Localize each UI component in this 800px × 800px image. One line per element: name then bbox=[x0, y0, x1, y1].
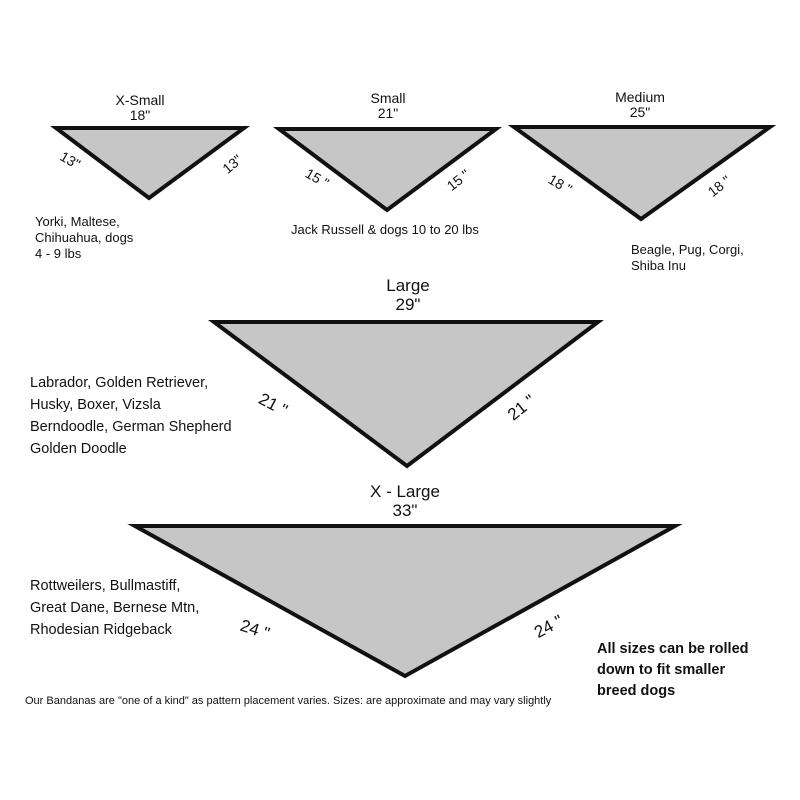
xsmall-size-label bbox=[115, 93, 164, 123]
medium-size-name: Medium bbox=[615, 89, 665, 105]
xsmall-bandana-triangle bbox=[56, 128, 244, 198]
medium-side-left: 18 " bbox=[545, 170, 575, 198]
large-size-name: Large bbox=[386, 276, 430, 295]
medium-length: 25" bbox=[629, 104, 651, 120]
small-side-left: 15 " bbox=[302, 164, 332, 192]
medium-side-right: 18 " bbox=[704, 172, 734, 200]
xsmall-breeds: Yorki, Maltese, Chihuahua, dogs 4 - 9 lbs bbox=[35, 214, 134, 261]
xsmall-length: 18" bbox=[129, 107, 151, 123]
small-size-name: Small bbox=[370, 90, 406, 106]
small-side-right: 15 " bbox=[443, 166, 473, 194]
xsmall-size-name: X-Small bbox=[115, 92, 165, 108]
xlarge-size-name: X - Large bbox=[370, 482, 440, 501]
xlarge-size-label bbox=[370, 482, 440, 520]
xlarge-side-left: 24 " bbox=[237, 615, 273, 644]
small-size-label bbox=[370, 91, 405, 121]
large-length: 29" bbox=[395, 295, 421, 314]
large-breeds: Labrador, Golden Retriever, Husky, Boxer, Vizsla Berndoodle, German Shepherd Golden Doodle bbox=[30, 375, 232, 457]
xlarge-breeds: Rottweilers, Bullmastiff, Great Dane, Bernese Mtn, Rhodesian Ridgeback bbox=[30, 578, 200, 638]
medium-breeds: Beagle, Pug, Corgi, Shiba Inu bbox=[631, 242, 744, 273]
xsmall-side-left: 13" bbox=[57, 147, 84, 173]
xlarge-length: 33" bbox=[392, 501, 418, 520]
large-side-left: 21 " bbox=[255, 389, 291, 420]
large-size-label bbox=[386, 276, 429, 314]
small-length: 21" bbox=[377, 105, 399, 121]
footer-disclaimer: Our Bandanas are "one of a kind" as pattern placement varies. Sizes: are approximate and may vary slightly bbox=[25, 695, 552, 707]
rolled-down-note: All sizes can be rolled down to fit smaller breed dogs bbox=[597, 641, 749, 699]
xlarge-side-right: 24 " bbox=[531, 611, 567, 642]
small-breeds: Jack Russell & dogs 10 to 20 lbs bbox=[291, 222, 479, 237]
xlarge-bandana-triangle bbox=[135, 526, 675, 676]
medium-size-label bbox=[615, 90, 665, 120]
large-side-right: 21 " bbox=[503, 390, 540, 425]
xsmall-side-right: 13" bbox=[219, 151, 246, 177]
